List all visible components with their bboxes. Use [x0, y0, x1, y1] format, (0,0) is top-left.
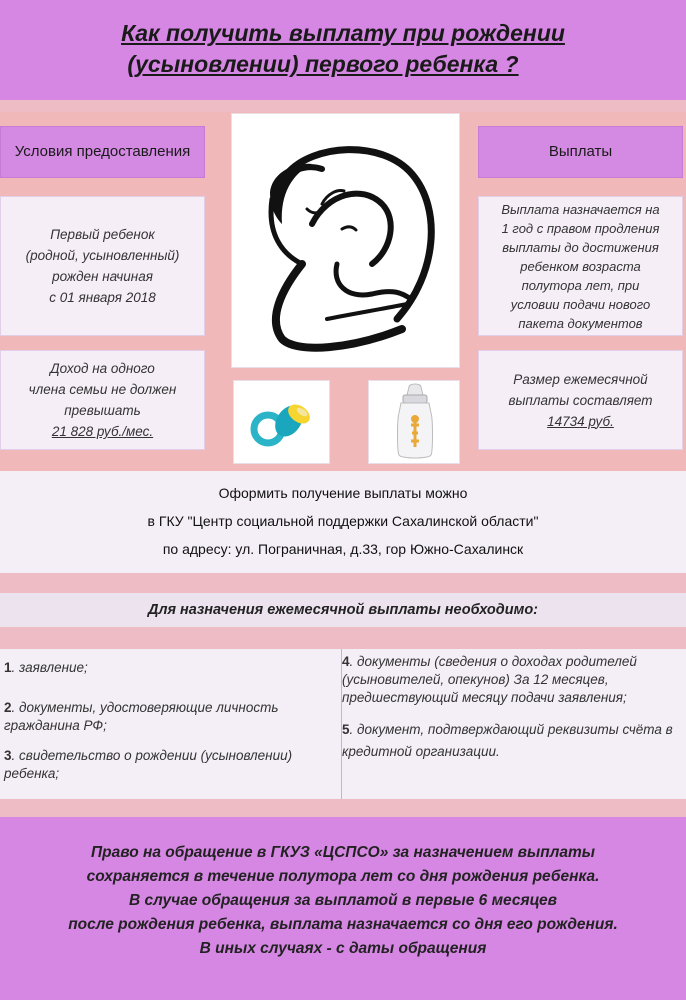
- payment-amount: 14734 руб.: [547, 413, 614, 429]
- conditions-header: [0, 126, 205, 178]
- payments-header: [478, 126, 683, 178]
- card-line: Доход на одного: [50, 361, 155, 376]
- payments-header-text: Выплаты: [548, 143, 613, 160]
- address-line-3: по адресу: ул. Пограничная, д.33, гор Южно-Сахалинск: [162, 541, 524, 557]
- requirement-item: . заявление;: [11, 660, 88, 675]
- requirement-item: . документы (сведения о доходах родителей (усыновителей, опекунов) За 12 месяцев, предшествующий месяцу подачи заявления;: [342, 654, 637, 705]
- divider-strip: [0, 573, 686, 593]
- address-line-1: Оформить получение выплаты можно: [218, 485, 468, 501]
- requirement-item: . документы, удостоверяющие личность гражданина РФ;: [4, 700, 279, 733]
- note-line: В случае обращения за выплатой в первые 6 месяцев: [129, 892, 557, 909]
- card-line: выплаты составляет: [508, 392, 653, 408]
- page-title: [20, 18, 666, 80]
- divider-strip: [0, 799, 686, 817]
- note-line: В иных случаях - с даты обращения: [199, 940, 487, 957]
- item-number: 5: [342, 722, 350, 737]
- card-line: ребенком возраста: [520, 258, 641, 274]
- note-line: Право на обращение в ГКУЗ «ЦСПСО» за назначением выплаты: [91, 844, 595, 861]
- address-band: [0, 471, 686, 573]
- payment-amount-card: [478, 350, 683, 450]
- card-line: превышать: [64, 403, 141, 418]
- requirements-left-column: [0, 649, 342, 799]
- requirement-item: . документ, подтверждающий реквизиты счёта в кредитной организации.: [342, 722, 673, 759]
- pacifier-icon: [233, 380, 330, 464]
- payment-duration-card: [478, 196, 683, 336]
- mother-and-child-icon: [231, 113, 460, 368]
- income-limit-amount: 21 828 руб./мес.: [51, 424, 154, 439]
- card-line: 1 год с правом продления: [501, 220, 660, 236]
- note-line: после рождения ребенка, выплата назначается со дня его рождения.: [68, 916, 618, 933]
- item-number: 3: [4, 748, 12, 763]
- condition-income-card: [0, 350, 205, 450]
- requirements-list: [0, 649, 686, 799]
- card-line: члена семьи не должен: [28, 382, 177, 397]
- requirement-item: . свидетельство о рождении (усыновлении) ребенка;: [4, 748, 293, 781]
- card-line: полутора лет, при: [521, 277, 640, 293]
- title-line-1: Как получить выплату при рождении: [121, 20, 565, 46]
- address-line-2: в ГКУ "Центр социальной поддержки Сахалинской области": [147, 513, 539, 529]
- title-line-2: (усыновлении) первого ребенка ?: [127, 51, 519, 77]
- card-line: Выплата назначается на: [501, 201, 660, 217]
- condition-first-child-card: [0, 196, 205, 336]
- card-line: (родной, усыновленный): [25, 248, 180, 263]
- item-number: 4: [342, 654, 350, 669]
- baby-bottle-icon: [368, 380, 460, 464]
- bottom-note: [0, 817, 686, 1000]
- card-line: Размер ежемесячной: [513, 371, 648, 387]
- note-line: сохраняется в течение полутора лет со дня рождения ребенка.: [86, 868, 600, 885]
- card-line: выплаты до достижения: [502, 239, 659, 255]
- requirements-heading-text: Для назначения ежемесячной выплаты необходимо:: [147, 602, 539, 618]
- divider-strip: [0, 627, 686, 649]
- card-line: условии подачи нового: [510, 296, 651, 312]
- card-line: Первый ребенок: [50, 227, 155, 242]
- requirements-heading: [0, 593, 686, 627]
- card-line: с 01 января 2018: [49, 290, 156, 305]
- requirements-right-column: [342, 649, 686, 799]
- item-number: 2: [4, 700, 12, 715]
- card-line: пакета документов: [518, 315, 643, 331]
- conditions-header-text: Условия предоставления: [14, 143, 191, 160]
- divider-strip: [0, 100, 686, 112]
- item-number: 1: [4, 660, 12, 675]
- card-line: рожден начиная: [52, 269, 153, 284]
